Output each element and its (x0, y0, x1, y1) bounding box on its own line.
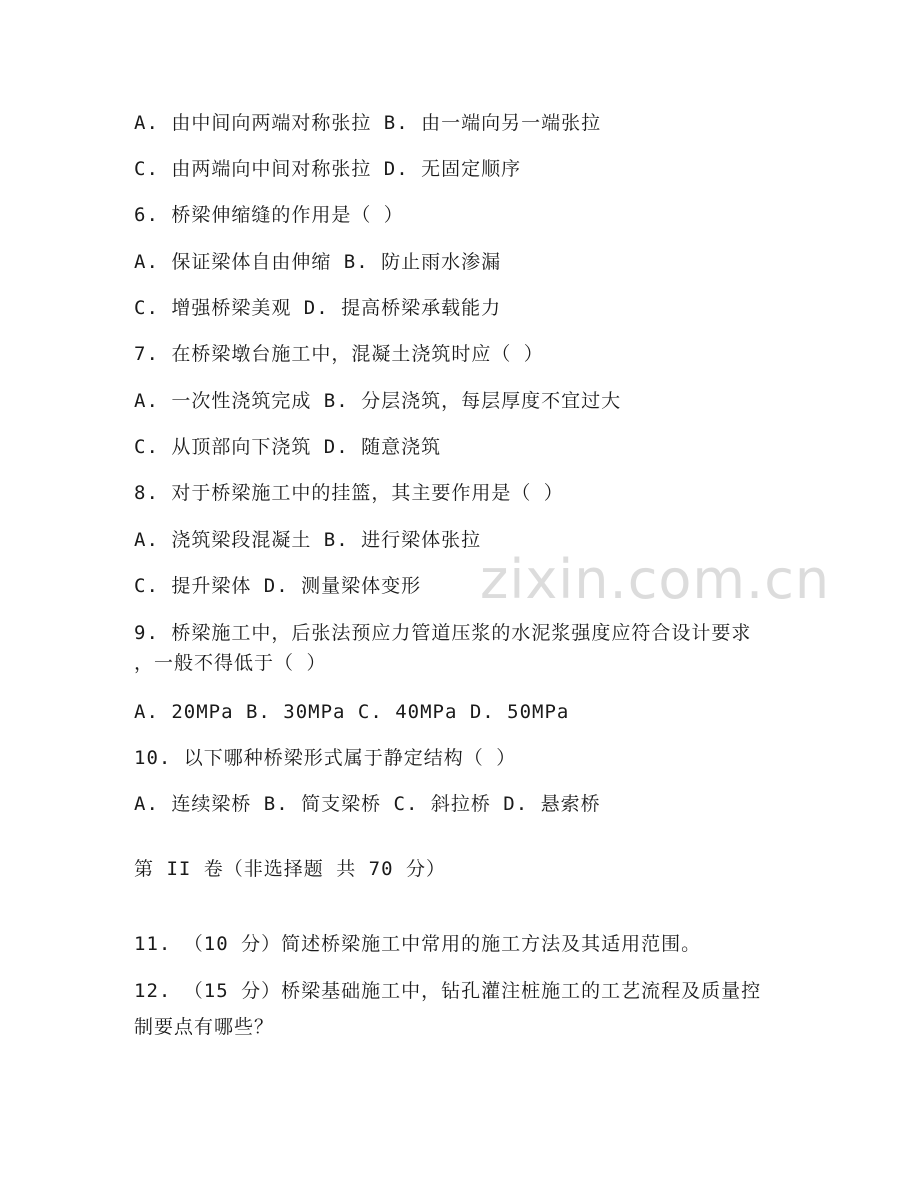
q6-options-ab: A. 保证梁体自由伸缩 B. 防止雨水渗漏 (134, 251, 502, 273)
q9-stem-line2: ，一般不得低于（ ） (134, 652, 327, 674)
q5-options-ab: A. 由中间向两端对称张拉 B. 由一端向另一端张拉 (134, 112, 602, 134)
q9-stem-line1: 9. 桥梁施工中，后张法预应力管道压浆的水泥浆强度应符合设计要求 (134, 622, 752, 644)
q10-options: A. 连续梁桥 B. 简支梁桥 C. 斜拉桥 D. 悬索桥 (134, 793, 601, 815)
q6-options-cd: C. 增强桥梁美观 D. 提高桥梁承载能力 (134, 297, 502, 319)
q5-options-cd: C. 由两端向中间对称张拉 D. 无固定顺序 (134, 158, 522, 180)
q12-stem-line2: 制要点有哪些？ (134, 1016, 275, 1038)
q9-options: A. 20MPa B. 30MPa C. 40MPa D. 50MPa (134, 701, 570, 723)
q8-options-ab: A. 浇筑梁段混凝土 B. 进行梁体张拉 (134, 529, 482, 551)
q7-options-ab: A. 一次性浇筑完成 B. 分层浇筑，每层厚度不宜过大 (134, 390, 622, 412)
section-heading: 第 II 卷（非选择题 共 70 分） (134, 858, 446, 880)
q8-options-cd: C. 提升梁体 D. 测量梁体变形 (134, 575, 422, 597)
q12-stem-line1: 12. （15 分）桥梁基础施工中，钻孔灌注桩施工的工艺流程及质量控 (134, 980, 762, 1002)
q6-stem: 6. 桥梁伸缩缝的作用是（ ） (134, 204, 404, 226)
q7-options-cd: C. 从顶部向下浇筑 D. 随意浇筑 (134, 436, 442, 458)
q7-stem: 7. 在桥梁墩台施工中，混凝土浇筑时应（ ） (134, 343, 544, 365)
q8-stem: 8. 对于桥梁施工中的挂篮，其主要作用是（ ） (134, 482, 564, 504)
q10-stem: 10. 以下哪种桥梁形式属于静定结构（ ） (134, 747, 517, 769)
watermark: zixin.com.cn (480, 548, 831, 611)
q11-stem: 11. （10 分）简述桥梁施工中常用的施工方法及其适用范围。 (134, 933, 702, 955)
